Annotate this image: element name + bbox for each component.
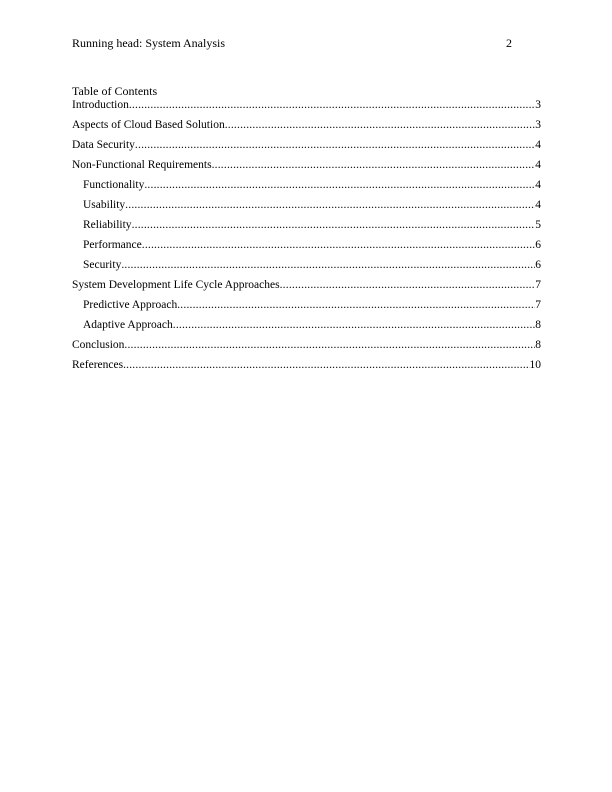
toc-entry-label: Performance: [83, 239, 142, 251]
toc-entry[interactable]: [72, 278, 541, 298]
toc-dot-leader: [177, 298, 535, 312]
page-header: [72, 36, 512, 52]
toc-entry-page-number: 3: [535, 119, 541, 131]
toc-title: Table of Contents: [72, 84, 158, 98]
table-of-contents: [72, 84, 541, 378]
toc-dot-leader: [121, 258, 535, 272]
toc-entry-page-number: 4: [535, 179, 541, 191]
toc-dot-leader: [142, 238, 536, 252]
toc-entry-label: Introduction: [72, 99, 129, 111]
toc-entry-page-number: 6: [535, 259, 541, 271]
toc-dot-leader: [132, 218, 536, 232]
toc-entry[interactable]: [72, 198, 541, 218]
toc-entry-page-number: 8: [535, 339, 541, 351]
toc-dot-leader: [225, 118, 536, 132]
toc-dot-leader: [123, 358, 529, 372]
toc-entry[interactable]: [72, 118, 541, 138]
toc-entry[interactable]: [72, 338, 541, 358]
toc-entry[interactable]: [72, 98, 541, 118]
toc-entry-label: Security: [83, 259, 122, 271]
toc-entry-label: Non-Functional Requirements: [72, 159, 212, 171]
toc-entry-page-number: 6: [535, 239, 541, 251]
toc-dot-leader: [124, 338, 535, 352]
toc-entry-page-number: 4: [535, 199, 541, 211]
running-head: Running head: System Analysis: [72, 36, 225, 50]
toc-entry-label: Reliability: [83, 219, 132, 231]
toc-entry-page-number: 4: [535, 159, 541, 171]
toc-entry-page-number: 10: [529, 359, 541, 371]
toc-entry-label: References: [72, 359, 124, 371]
toc-dot-leader: [129, 98, 535, 112]
toc-entry-page-number: 3: [535, 99, 541, 111]
toc-entry-label: System Development Life Cycle Approaches: [72, 279, 280, 291]
toc-entry-page-number: 8: [535, 319, 541, 331]
toc-entry-label: Usability: [83, 199, 126, 211]
toc-entry-page-number: 7: [535, 279, 541, 291]
toc-entry-page-number: 5: [535, 219, 541, 231]
toc-entry-page-number: 4: [535, 139, 541, 151]
toc-entry-label: Aspects of Cloud Based Solution: [72, 119, 225, 131]
toc-dot-leader: [135, 138, 535, 152]
toc-entry[interactable]: [72, 218, 541, 238]
toc-dot-leader: [173, 318, 536, 332]
toc-entry-label: Conclusion: [72, 339, 125, 351]
toc-list: [72, 98, 541, 378]
toc-entry[interactable]: [72, 358, 541, 378]
toc-entry[interactable]: [72, 318, 541, 338]
toc-dot-leader: [144, 178, 535, 192]
page-number: 2: [506, 36, 512, 50]
toc-entry-page-number: 7: [535, 299, 541, 311]
toc-entry[interactable]: [72, 138, 541, 158]
toc-entry[interactable]: [72, 258, 541, 278]
toc-entry[interactable]: [72, 238, 541, 258]
toc-entry-label: Data Security: [72, 139, 135, 151]
toc-dot-leader: [125, 198, 535, 212]
toc-entry[interactable]: [72, 298, 541, 318]
toc-entry-label: Adaptive Approach: [83, 319, 173, 331]
toc-dot-leader: [212, 158, 536, 172]
toc-entry-label: Functionality: [83, 179, 145, 191]
toc-dot-leader: [280, 278, 536, 292]
toc-entry[interactable]: [72, 178, 541, 198]
toc-entry[interactable]: [72, 158, 541, 178]
toc-entry-label: Predictive Approach: [83, 299, 178, 311]
